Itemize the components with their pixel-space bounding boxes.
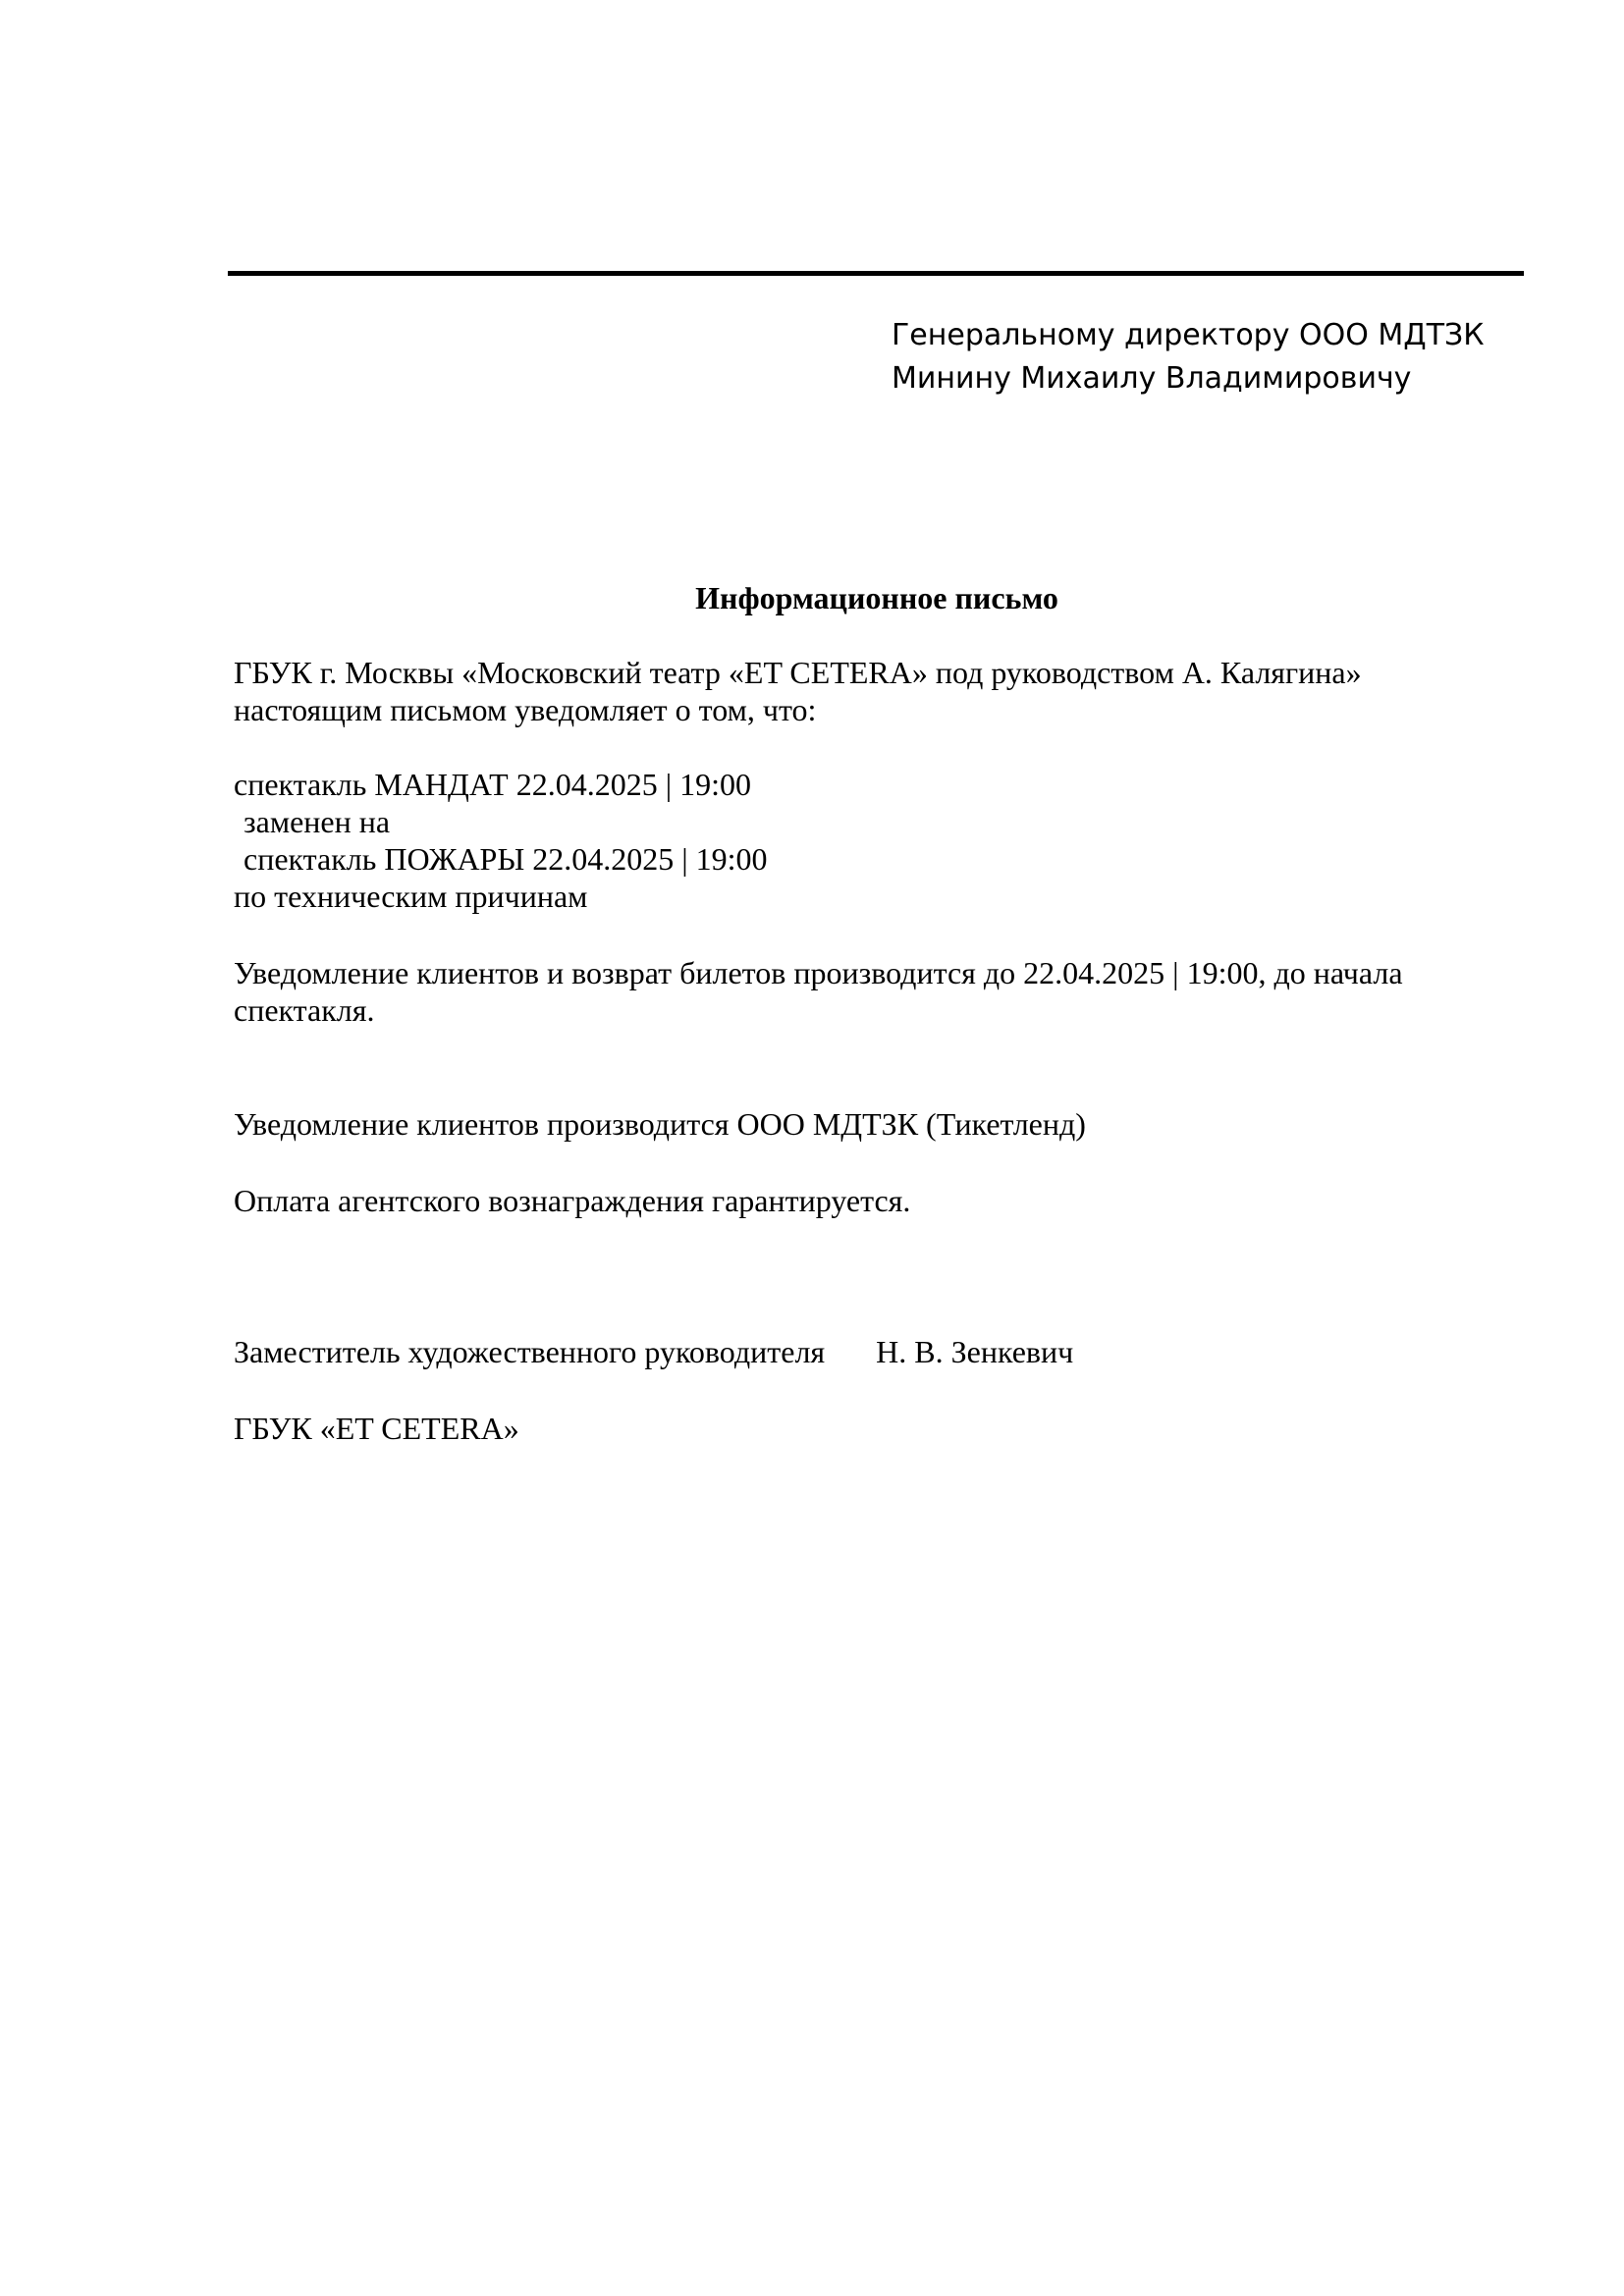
notify-paragraph: Уведомление клиентов производится ООО МДТЗК (Тикетленд) xyxy=(234,1106,1086,1142)
refund-paragraph xyxy=(234,954,1403,1029)
addressee-line-1: Генеральному директору ООО МДТЗК xyxy=(892,318,1485,352)
payment-paragraph: Оплата агентского вознаграждения гарантируется. xyxy=(234,1183,911,1218)
signature-name: Н. В. Зенкевич xyxy=(876,1334,1074,1369)
replacement-paragraph xyxy=(234,766,768,915)
organization-name: ГБУК «ET CETERA» xyxy=(234,1411,519,1446)
replacement-line-1: спектакль МАНДАТ 22.04.2025 | 19:00 xyxy=(234,767,751,802)
addressee-line-2: Минину Михаилу Владимировичу xyxy=(892,361,1412,396)
replacement-line-4: по техническим причинам xyxy=(234,879,588,914)
letter-title: Информационное письмо xyxy=(695,580,1058,615)
intro-paragraph xyxy=(234,654,1362,728)
signature-line xyxy=(234,1333,1073,1370)
signature-position: Заместитель художественного руководителя xyxy=(234,1334,826,1369)
intro-line-1: ГБУК г. Москвы «Московский театр «ET CETERA» под руководством А. Калягина» xyxy=(234,655,1362,690)
addressee-block xyxy=(892,314,1485,400)
header-rule xyxy=(228,271,1524,276)
refund-line-1: Уведомление клиентов и возврат билетов производится до 22.04.2025 | 19:00, до начала xyxy=(234,955,1403,990)
refund-line-2: спектакля. xyxy=(234,992,375,1028)
replacement-line-3: спектакль ПОЖАРЫ 22.04.2025 | 19:00 xyxy=(244,841,768,877)
replacement-line-2: заменен на xyxy=(244,804,391,839)
intro-line-2: настоящим письмом уведомляет о том, что: xyxy=(234,692,817,727)
